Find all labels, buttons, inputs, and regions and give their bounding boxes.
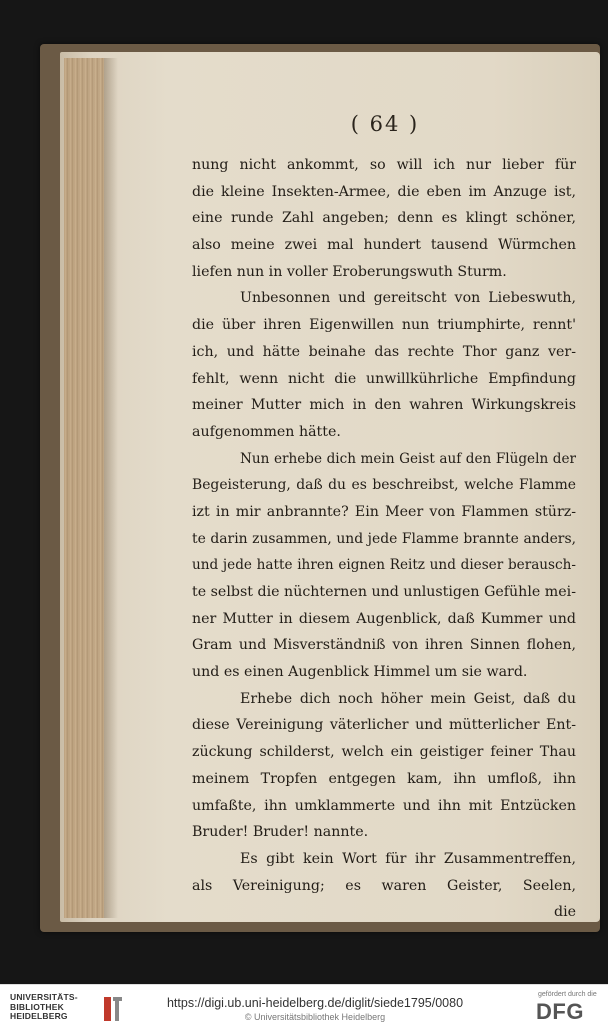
- text-line: also meine zwei mal hundert tausend Würmchen: [192, 237, 576, 254]
- page-edges: [64, 58, 104, 918]
- text-line: eine runde Zahl angeben; denn es klingt schöner,: [192, 210, 576, 227]
- library-name-line3: HEIDELBERG: [10, 1011, 68, 1021]
- page-gutter: [104, 58, 118, 918]
- page-url-link[interactable]: https://digi.ub.uni-heidelberg.de/diglit/siede1795/0080: [166, 996, 464, 1010]
- page-number: ( 64 ): [350, 112, 420, 136]
- text-line: diese Vereinigung väterlicher und mütterlicher Ent-: [192, 717, 576, 734]
- text-line: Bruder! Bruder! nannte.: [192, 824, 369, 841]
- text-line: und es einen Augenblick Himmel um sie ward.: [192, 664, 528, 681]
- text-line: ich, und hätte beinahe das rechte Thor ganz ver-: [192, 343, 576, 360]
- text-line: meinem Tropfen entgegen kam, ihn umfloß, ihn: [192, 770, 576, 787]
- library-emblem-icon: [102, 995, 124, 1023]
- text-line: meiner Mutter mich in den wahren Wirkungskreis: [192, 397, 576, 414]
- text-line: te selbst die nüchternen und unlustigen Gefühle mei-: [192, 584, 576, 600]
- text-line: Es gibt kein Wort für ihr Zusammentreffen,: [240, 850, 576, 867]
- text-line: die kleine Insekten-Armee, die eben im Anzuge ist,: [192, 183, 576, 200]
- text-line: izt in mir anbrannte? Ein Meer von Flammen stürz-: [192, 503, 576, 520]
- text-line: Nun erhebe dich mein Geist auf den Flügeln der: [240, 450, 576, 467]
- copyright-notice: © Universitätsbibliothek Heidelberg: [244, 1012, 386, 1022]
- text-line: als Vereinigung; es waren Geister, Seelen,: [192, 877, 576, 894]
- text-line: nung nicht ankommt, so will ich nur lieber für: [192, 157, 576, 173]
- text-line: aufgenommen hätte.: [192, 423, 341, 440]
- dfg-logo[interactable]: DFG: [536, 999, 584, 1024]
- text-line: Gram und Misverständniß von ihren Sinnen flohen,: [192, 637, 576, 654]
- funding-label: gefördert durch die: [538, 991, 597, 998]
- text-line: und jede hatte ihren eignen Reitz und dieser berausch-: [192, 557, 576, 574]
- text-line: te darin zusammen, und jede Flamme brannte anders,: [192, 530, 576, 547]
- text-line: Unbesonnen und gereitscht von Liebeswuth,: [240, 290, 576, 307]
- text-line: die: [553, 904, 576, 921]
- text-line: zückung schilderst, welch ein geistiger feiner Thau: [192, 744, 576, 761]
- library-logo[interactable]: [10, 993, 140, 1027]
- library-name-line1: UNIVERSITÄTS-: [10, 992, 78, 1002]
- text-line: Begeisterung, daß du es beschreibst, welche Flamme: [192, 477, 576, 494]
- text-line: umfaßte, ihn umklammerte und ihn mit Entzücken: [192, 797, 576, 814]
- page-text: [192, 152, 576, 926]
- text-line: Erhebe dich noch höher mein Geist, daß du: [240, 690, 576, 707]
- text-line: die über ihren Eigenwillen nun triumphirte, rennt': [192, 317, 576, 334]
- library-name-line2: BIBLIOTHEK: [10, 1001, 64, 1012]
- text-line: fehlt, wenn nicht die unwillkührliche Empfindung: [192, 370, 576, 387]
- text-line: liefen nun in voller Eroberungswuth Sturm.: [192, 263, 507, 280]
- text-line: ner Mutter in diesem Augenblick, daß Kummer und: [192, 610, 576, 627]
- viewer-footer: [0, 984, 608, 1030]
